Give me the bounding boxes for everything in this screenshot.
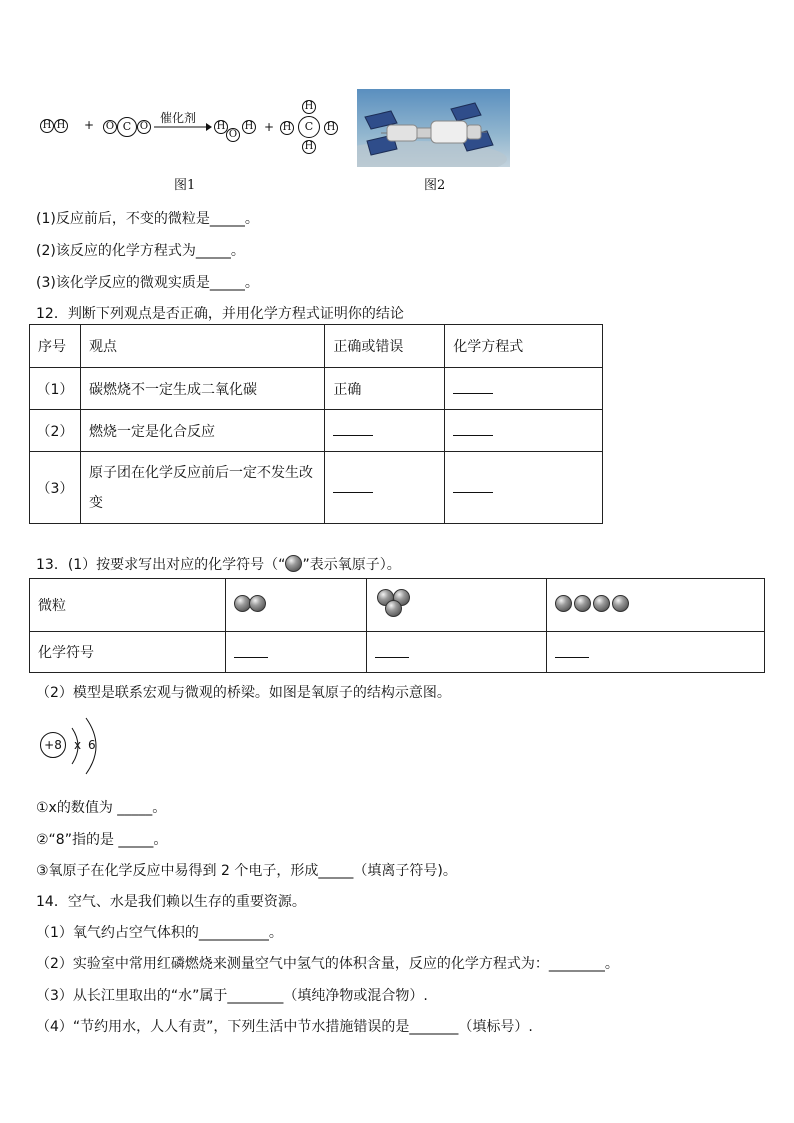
row-equation-blank[interactable] xyxy=(445,410,603,452)
particle-o2-cell xyxy=(225,579,367,632)
hydrogen-atom: H xyxy=(40,119,54,133)
shell-electrons-outer: 6 xyxy=(88,738,96,752)
row-viewpoint-line-1: 原子团在化学反应前后一定不发生改 xyxy=(88,464,313,481)
carbon-atom: C xyxy=(117,117,137,137)
hydrogen-atom: H xyxy=(214,120,228,134)
q11-part-1: (1)反应前后，不变的微粒是_____。 xyxy=(36,211,259,227)
row-equation-blank[interactable] xyxy=(445,452,603,524)
particle-4o-cell xyxy=(547,579,765,632)
q12-title: 12．判断下列观点是否正确，并用化学方程式证明你的结论 xyxy=(36,306,404,322)
o2-molecule-icon xyxy=(234,595,266,616)
figure-1-caption: 图1 xyxy=(174,178,196,193)
figure-2-caption: 图2 xyxy=(424,178,446,193)
row-equation-blank[interactable] xyxy=(445,368,603,410)
q14-part-4: （4）“节约用水，人人有责”，下列生活中节水措施错误的是_______（填标号）. xyxy=(36,1019,533,1035)
q14-part-2: （2）实验室中常用红磷燃烧来测量空气中氢气的体积含量，反应的化学方程式为：________。 xyxy=(36,956,619,972)
hydrogen-atom: H xyxy=(302,100,316,114)
q13-sub-1: ①x的数值为 _____。 xyxy=(36,800,167,816)
figure-2-space-station-image xyxy=(357,89,510,167)
oxygen-atom: O xyxy=(103,120,117,134)
q14-title: 14．空气、水是我们赖以生存的重要资源。 xyxy=(36,894,306,910)
plus-sign: + xyxy=(264,120,275,134)
row-viewpoint: 碳燃烧不一定生成二氧化碳 xyxy=(80,368,324,410)
row-number: （2） xyxy=(30,410,81,452)
header-equation: 化学方程式 xyxy=(445,325,603,368)
row-judgement-blank[interactable] xyxy=(325,452,445,524)
nucleus-circle: +8 xyxy=(40,732,66,758)
four-oxygen-atoms-icon xyxy=(555,595,629,616)
space-station-illustration xyxy=(357,89,510,167)
q14-part-3: （3）从长江里取出的“水”属于________（填纯净物或混合物）. xyxy=(36,988,428,1004)
hydrogen-atom: H xyxy=(54,119,68,133)
row-viewpoint-line-2: 变 xyxy=(88,494,103,511)
header-viewpoint: 观点 xyxy=(80,325,324,368)
symbol-blank[interactable] xyxy=(547,632,765,673)
oxygen-atom-structure-diagram xyxy=(40,716,110,776)
plus-sign: + xyxy=(84,118,95,132)
hydrogen-atom: H xyxy=(280,121,294,135)
shell-electrons-x: x xyxy=(74,738,82,752)
symbol-blank[interactable] xyxy=(367,632,547,673)
q13-part-2: （2）模型是联系宏观与微观的桥梁。如图是氧原子的结构示意图。 xyxy=(36,685,451,701)
table-row xyxy=(30,410,603,452)
q13-sub-3: ③氧原子在化学反应中易得到 2 个电子，形成_____（填离子符号)。 xyxy=(36,863,457,879)
hydrogen-atom: H xyxy=(302,140,316,154)
q12-table xyxy=(29,324,603,524)
q13-title-post: ”表示氧原子）。 xyxy=(302,557,401,573)
header-judgement: 正确或错误 xyxy=(325,325,445,368)
symbol-blank[interactable] xyxy=(225,632,367,673)
hydrogen-atom: H xyxy=(242,120,256,134)
q11-part-2: (2)该反应的化学方程式为_____。 xyxy=(36,243,245,259)
row-number: （1） xyxy=(30,368,81,410)
hydrogen-atom: H xyxy=(324,121,338,135)
row-number: （3） xyxy=(30,452,81,524)
table-row xyxy=(30,452,603,524)
row-judgement-blank[interactable] xyxy=(325,410,445,452)
oxygen-atom: O xyxy=(226,128,240,142)
row-label-particle: 微粒 xyxy=(30,579,226,632)
q13-title xyxy=(36,554,401,574)
particle-o3-cell xyxy=(367,579,547,632)
row-viewpoint: 燃烧一定是化合反应 xyxy=(80,410,324,452)
q13-sub-2: ②“8”指的是 _____。 xyxy=(36,832,168,848)
figure-1-reaction-diagram xyxy=(36,96,346,158)
q11-part-3: (3)该化学反应的微观实质是_____。 xyxy=(36,275,259,291)
table-row xyxy=(30,368,603,410)
oxygen-atom: O xyxy=(137,120,151,134)
row-judgement: 正确 xyxy=(325,368,445,410)
catalyst-label: 催化剂 xyxy=(160,111,197,125)
header-number: 序号 xyxy=(30,325,81,368)
q14-part-1: （1）氧气约占空气体积的__________。 xyxy=(36,925,283,941)
reaction-arrow xyxy=(154,122,212,132)
row-label-symbol: 化学符号 xyxy=(30,632,226,673)
q13-title-pre: 13．(1）按要求写出对应的化学符号（“ xyxy=(36,557,286,573)
electron-shell-arcs xyxy=(58,716,108,776)
row-viewpoint xyxy=(80,452,324,524)
o3-molecule-icon xyxy=(377,589,415,623)
oxygen-atom-icon xyxy=(285,555,302,572)
q13-table xyxy=(29,578,765,673)
carbon-atom: C xyxy=(298,116,320,138)
